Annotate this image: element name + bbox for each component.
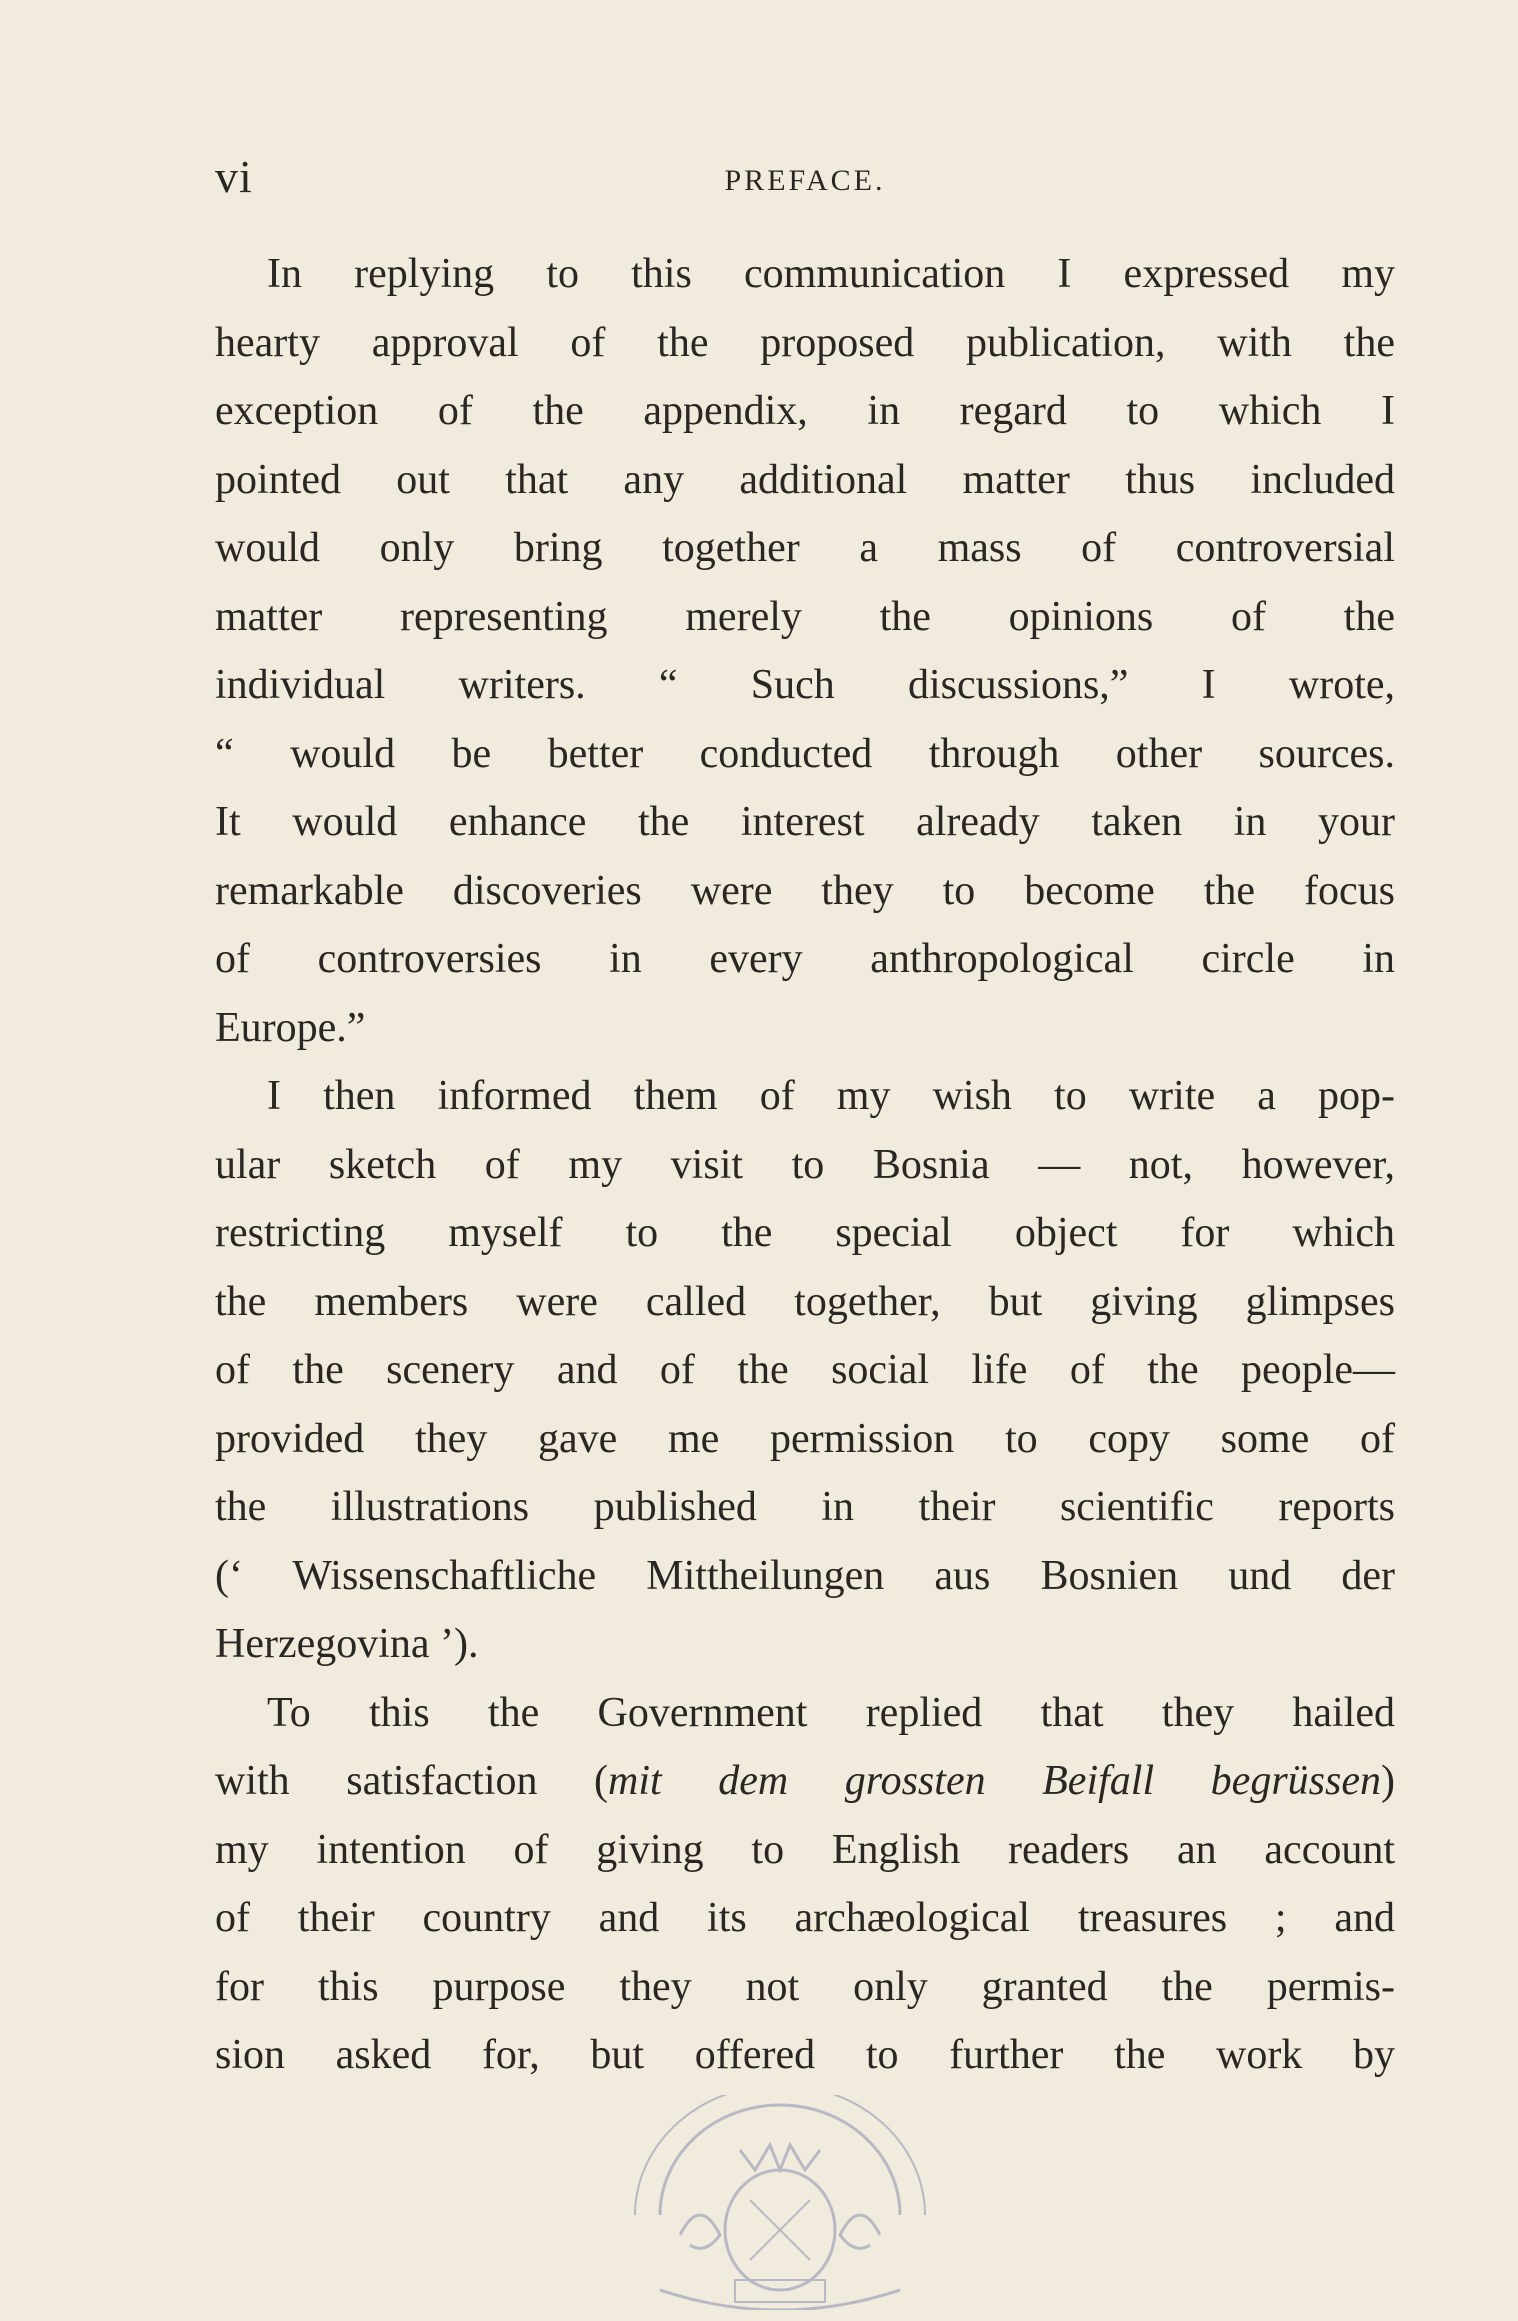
text-line: I then informed them of my wish to write a pop- [267,1073,1395,1119]
text-line: the illustrations published in their scientific reports [215,1484,1395,1530]
text-line: To this the Government replied that they hailed [267,1689,1395,1736]
body-text [215,240,1395,2090]
page-header [215,150,1395,210]
running-title: PREFACE. [724,164,886,197]
text-line: of their country and its archæological treasures ; and [215,1895,1395,1941]
line-text-before: with satisfaction ( [215,1758,609,1804]
text-line: of the scenery and of the social life of the people— [215,1347,1395,1393]
text-line: remarkable discoveries were they to become the focus [215,867,1395,914]
text-line: In replying to this communication I expressed my [267,251,1395,297]
text-line: “ would be better conducted through other sources. [215,730,1395,777]
text-line: Europe.” [215,1004,366,1051]
text-line: sion asked for, but offered to further the work by [215,2032,1395,2078]
text-line: my intention of giving to English readers an account [215,1826,1395,1873]
text-line: (‘ Wissenschaftliche Mittheilungen aus Bosnien und der [215,1552,1395,1599]
stamp-unicorn [840,2215,880,2248]
stamp-crown [740,2145,820,2170]
text-line: Herzegovina ’). [215,1621,479,1667]
page-number: vi [215,151,253,202]
text-line: of controversies in every anthropological circle in [215,936,1395,982]
text-line: the members were called together, but giving glimpses [215,1278,1395,1325]
line-text-after: ) [1381,1758,1395,1804]
text-line: for this purpose they not only granted the permis- [215,1963,1395,2010]
stamp-ribbon [660,2290,900,2310]
text-line: individual writers. “ Such discussions,” I wrote, [215,662,1395,708]
stamp-cross [750,2200,810,2260]
stamp-arc [660,2105,900,2215]
stamp-lion [680,2215,720,2248]
text-line: exception of the appendix, in regard to which I [215,388,1395,434]
text-line: It would enhance the interest already taken in your [215,799,1395,845]
text-line: provided they gave me permission to copy some of [215,1415,1395,1462]
text-line-italic-phrase [215,1747,1395,1816]
german-phrase: mit dem grossten Beifall begrüssen [608,1758,1381,1804]
text-line: matter representing merely the opinions of the [215,593,1395,640]
text-line: pointed out that any additional matter thus included [215,456,1395,503]
text-line: would only bring together a mass of controversial [215,525,1395,571]
text-line: ular sketch of my visit to Bosnia — not, however, [215,1141,1395,1188]
text-line: restricting myself to the special object for which [215,1210,1395,1256]
library-stamp-icon [620,2095,940,2310]
text-line: hearty approval of the proposed publication, with the [215,319,1395,366]
